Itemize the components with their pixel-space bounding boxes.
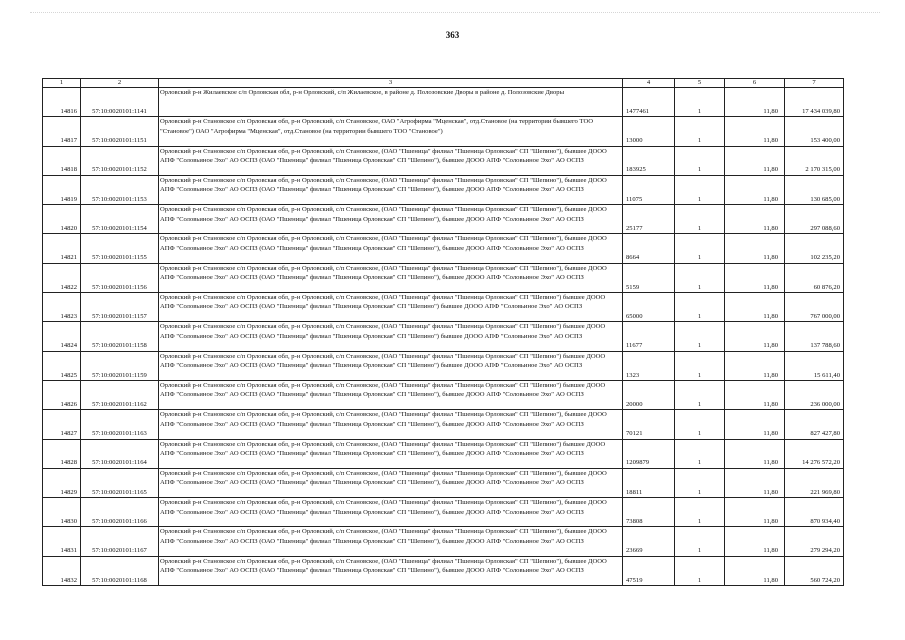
plot-area: 1477461 (623, 88, 675, 117)
cadastral-value: 279 294,20 (785, 527, 844, 556)
plot-count: 1 (675, 263, 725, 292)
plot-address: Орловский р-н Становское с/п Орловская обл, р-н Орловский, с/п Становское, (ОАО "Пшеница" филиал "Пшеница Орловская" СП "Шепино"), бывшее ДООО АПФ "Соловьиное Эхо" АО ОСПЗ (ОАО "Пшеница" филиал "Пшеница Орловская" СП "Шепино"), бывшее ДООО АПФ "Соловьиное Эхо" АО ОСПЗ (159, 498, 623, 527)
row-number: 14818 (43, 146, 81, 175)
row-number: 14825 (43, 351, 81, 380)
row-number: 14819 (43, 175, 81, 204)
cadastral-number: 57:10:0020101:1168 (81, 556, 159, 585)
plot-address: Орловский р-н Становское с/п Орловская обл, р-н Орловский, с/п Становское, (ОАО "Пшеница" филиал "Пшеница Орловская" СП "Шепино") бывшее ДООО АПФ "Соловьиное Эхо" АО ОСПЗ (ОАО "Пшеница" филиал "Пшеница Орловская" СП "Шепино") бывшее ДООО АПФ "Соловьиное Эхо" АО ОСПЗ (159, 322, 623, 351)
unit-price: 11,80 (725, 175, 785, 204)
table-row (43, 146, 844, 175)
row-number: 14831 (43, 527, 81, 556)
cadastral-number: 57:10:0020101:1152 (81, 146, 159, 175)
plot-address: Орловский р-н Становское с/п Орловская обл, р-н Орловский, с/п Становское, (ОАО "Пшеница" филиал "Пшеница Орловская" СП "Шепино"), бывшее ДООО АПФ "Соловьиное Эхо" АО ОСПЗ (ОАО "Пшеница" филиал "Пшеница Орловская" СП "Шепино"), бывшее ДООО АПФ "Соловьиное Эхо" АО ОСПЗ (159, 263, 623, 292)
cadastral-value: 153 400,00 (785, 117, 844, 146)
plot-area: 20000 (623, 380, 675, 409)
unit-price: 11,80 (725, 468, 785, 497)
table-row (43, 556, 844, 585)
column-number-row (43, 79, 844, 88)
column-header: 3 (159, 79, 623, 88)
table-row (43, 117, 844, 146)
row-number: 14829 (43, 468, 81, 497)
plot-area: 1323 (623, 351, 675, 380)
row-number: 14821 (43, 234, 81, 263)
plot-area: 47519 (623, 556, 675, 585)
plot-area: 5159 (623, 263, 675, 292)
unit-price: 11,80 (725, 322, 785, 351)
cadastral-value: 15 611,40 (785, 351, 844, 380)
table-row (43, 234, 844, 263)
row-number: 14824 (43, 322, 81, 351)
plot-area: 183925 (623, 146, 675, 175)
plot-address: Орловский р-н Становское с/п Орловская обл, р-н Орловский, с/п Становское, (ОАО "Пшеница" филиал "Пшеница Орловская" СП "Шепино"), бывшее ДООО АПФ "Соловьиное Эхо" АО ОСПЗ (ОАО "Пшеница" филиал "Пшеница Орловская" СП "Шепино"), бывшее ДООО АПФ "Соловьиное Эхо" АО ОСПЗ (159, 175, 623, 204)
plot-address: Орловский р-н Становское с/п Орловская обл, р-н Орловский, с/п Становское, (ОАО "Пшеница" филиал "Пшеница Орловская" СП "Шепино") бывшее ДООО АПФ "Соловьиное Эхо" АО ОСПЗ (ОАО "Пшеница" филиал "Пшеница Орловская" СП "Шепино"), бывшее ДООО АПФ "Соловьиное Эхо" АО ОСПЗ (159, 439, 623, 468)
scan-artifact (30, 12, 880, 19)
cadastral-number: 57:10:0020101:1166 (81, 498, 159, 527)
table-row (43, 410, 844, 439)
cadastral-number: 57:10:0020101:1163 (81, 410, 159, 439)
cadastral-value: 14 276 572,20 (785, 439, 844, 468)
plot-address: Орловский р-н Становское с/п Орловская обл, р-н Орловский, с/п Становское, ОАО "Агрофирма "Мценская", отд.Становое (на территории бывшего ТОО "Становое") ОАО "Агрофирма "Мценская", отд.Становое (на территории бывшего ТОО "Становое") (159, 117, 623, 146)
cadastral-number: 57:10:0020101:1157 (81, 293, 159, 322)
cadastral-value: 870 934,40 (785, 498, 844, 527)
cadastral-value: 102 235,20 (785, 234, 844, 263)
cadastral-number: 57:10:0020101:1164 (81, 439, 159, 468)
plot-address: Орловский р-н Становское с/п Орловская обл, р-н Орловский, с/п Становское, (ОАО "Пшеница" филиал "Пшеница Орловская" СП "Шепино"), бывшее ДООО АПФ "Соловьиное Эхо" АО ОСПЗ (ОАО "Пшеница" филиал "Пшеница Орловская" СП "Шепино"), бывшее ДООО АПФ "Соловьиное Эхо" АО ОСПЗ (159, 205, 623, 234)
cadastral-number: 57:10:0020101:1162 (81, 380, 159, 409)
plot-area: 13000 (623, 117, 675, 146)
plot-count: 1 (675, 293, 725, 322)
plot-count: 1 (675, 498, 725, 527)
plot-area: 23669 (623, 527, 675, 556)
unit-price: 11,80 (725, 293, 785, 322)
cadastral-number: 57:10:0020101:1151 (81, 117, 159, 146)
row-number: 14822 (43, 263, 81, 292)
cadastral-value: 827 427,80 (785, 410, 844, 439)
unit-price: 11,80 (725, 439, 785, 468)
plot-count: 1 (675, 439, 725, 468)
cadastral-value: 236 000,00 (785, 380, 844, 409)
plot-address: Орловский р-н Становское с/п Орловская обл, р-н Орловский, с/п Становское, (ОАО "Пшеница" филиал "Пшеница Орловская" СП "Шепино"), бывшее ДООО АПФ "Соловьиное Эхо" АО ОСПЗ (ОАО "Пшеница" филиал "Пшеница Орловская" СП "Шепино"), бывшее ДООО АПФ "Соловьиное Эхо" АО ОСПЗ (159, 410, 623, 439)
cadastral-value: 2 170 315,00 (785, 146, 844, 175)
column-header: 4 (623, 79, 675, 88)
table-row (43, 175, 844, 204)
unit-price: 11,80 (725, 527, 785, 556)
table-row (43, 380, 844, 409)
plot-count: 1 (675, 322, 725, 351)
row-number: 14832 (43, 556, 81, 585)
unit-price: 11,80 (725, 117, 785, 146)
plot-count: 1 (675, 234, 725, 263)
plot-count: 1 (675, 205, 725, 234)
row-number: 14830 (43, 498, 81, 527)
unit-price: 11,80 (725, 351, 785, 380)
cadastral-number: 57:10:0020101:1165 (81, 468, 159, 497)
cadastral-value: 297 088,60 (785, 205, 844, 234)
cadastral-number: 57:10:0020101:1155 (81, 234, 159, 263)
unit-price: 11,80 (725, 205, 785, 234)
plot-count: 1 (675, 351, 725, 380)
column-header: 2 (81, 79, 159, 88)
row-number: 14827 (43, 410, 81, 439)
plot-count: 1 (675, 556, 725, 585)
plot-count: 1 (675, 380, 725, 409)
row-number: 14826 (43, 380, 81, 409)
row-number: 14816 (43, 88, 81, 117)
plot-count: 1 (675, 146, 725, 175)
row-number: 14817 (43, 117, 81, 146)
cadastral-value: 60 876,20 (785, 263, 844, 292)
table-row (43, 322, 844, 351)
row-number: 14823 (43, 293, 81, 322)
plot-area: 73808 (623, 498, 675, 527)
cadastral-value: 767 000,00 (785, 293, 844, 322)
plot-count: 1 (675, 410, 725, 439)
table-row (43, 293, 844, 322)
plot-count: 1 (675, 468, 725, 497)
plot-address: Орловский р-н Становское с/п Орловская обл, р-н Орловский, с/п Становское, (ОАО "Пшеница" филиал "Пшеница Орловская" СП "Шепино"), бывшее ДООО АПФ "Соловьиное Эхо" АО ОСПЗ (ОАО "Пшеница" филиал "Пшеница Орловская" СП "Шепино"), бывшее ДООО АПФ "Соловьиное Эхо" АО ОСПЗ (159, 556, 623, 585)
table-row (43, 88, 844, 117)
cadastral-value: 560 724,20 (785, 556, 844, 585)
cadastral-value: 17 434 039,80 (785, 88, 844, 117)
unit-price: 11,80 (725, 146, 785, 175)
cadastral-value: 137 788,60 (785, 322, 844, 351)
plot-area: 65000 (623, 293, 675, 322)
plot-address: Орловский р-н Становское с/п Орловская обл, р-н Орловский, с/п Становское, (ОАО "Пшеница" филиал "Пшеница Орловская" СП "Шепино"), бывшее ДООО АПФ "Соловьиное Эхо" АО ОСПЗ (ОАО "Пшеница" филиал "Пшеница Орловская" СП "Шепино"), бывшее ДООО АПФ "Соловьиное Эхо" АО ОСПЗ (159, 527, 623, 556)
plot-count: 1 (675, 175, 725, 204)
unit-price: 11,80 (725, 556, 785, 585)
plot-area: 8664 (623, 234, 675, 263)
unit-price: 11,80 (725, 410, 785, 439)
plot-address: Орловский р-н Становское с/п Орловская обл, р-н Орловский, с/п Становское, (ОАО "Пшеница" филиал "Пшеница Орловская" СП "Шепино") бывшее ДООО АПФ "Соловьиное Эхо" АО ОСПЗ (ОАО "Пшеница" филиал "Пшеница Орловская" СП "Шепино") бывшее ДООО АПФ "Соловьиное Эхо" АО ОСПЗ (159, 293, 623, 322)
plot-address: Орловский р-н Становское с/п Орловская обл, р-н Орловский, с/п Становское, (ОАО "Пшеница" филиал "Пшеница Орловская" СП "Шепино"), бывшее ДООО АПФ "Соловьиное Эхо" АО ОСПЗ (ОАО "Пшеница" филиал "Пшеница Орловская" СП "Шепино"), бывшее ДООО АПФ "Соловьиное Эхо" АО ОСПЗ (159, 146, 623, 175)
column-header: 5 (675, 79, 725, 88)
table-row (43, 527, 844, 556)
cadastral-number: 57:10:0020101:1156 (81, 263, 159, 292)
plot-area: 70121 (623, 410, 675, 439)
page-number: 363 (445, 30, 460, 40)
unit-price: 11,80 (725, 380, 785, 409)
land-plots-table (42, 78, 844, 586)
column-header: 6 (725, 79, 785, 88)
cadastral-number: 57:10:0020101:1159 (81, 351, 159, 380)
table-row (43, 468, 844, 497)
cadastral-value: 130 685,00 (785, 175, 844, 204)
plot-address: Орловский р-н Становское с/п Орловская обл, р-н Орловский, с/п Становское, (ОАО "Пшеница" филиал "Пшеница Орловская" СП "Шепино") бывшее ДООО АПФ "Соловьиное Эхо" АО ОСПЗ (ОАО "Пшеница" филиал "Пшеница Орловская" СП "Шепино") бывшее ДООО АПФ "Соловьиное Эхо" АО ОСПЗ (159, 351, 623, 380)
cadastral-number: 57:10:0020101:1141 (81, 88, 159, 117)
unit-price: 11,80 (725, 263, 785, 292)
cadastral-number: 57:10:0020101:1158 (81, 322, 159, 351)
plot-address: Орловский р-н Становское с/п Орловская обл, р-н Орловский, с/п Становское, (ОАО "Пшеница" филиал "Пшеница Орловская" СП "Шепино"), бывшее ДООО АПФ "Соловьиное Эхо" АО ОСПЗ (ОАО "Пшеница" филиал "Пшеница Орловская" СП "Шепино"), бывшее ДООО АПФ "Соловьиное Эхо" АО ОСПЗ (159, 234, 623, 263)
unit-price: 11,80 (725, 88, 785, 117)
plot-address: Орловский р-н Жилаевское с/п Орловская обл, р-н Орловский, с/п Жилаевское, в районе д. Полозовские Дворы в районе д. Полозовские Дворы (159, 88, 623, 117)
plot-area: 18811 (623, 468, 675, 497)
plot-area: 11677 (623, 322, 675, 351)
column-header: 1 (43, 79, 81, 88)
cadastral-value: 221 969,80 (785, 468, 844, 497)
table-row (43, 351, 844, 380)
table-row (43, 498, 844, 527)
table-row (43, 205, 844, 234)
unit-price: 11,80 (725, 498, 785, 527)
plot-count: 1 (675, 88, 725, 117)
plot-address: Орловский р-н Становское с/п Орловская обл, р-н Орловский, с/п Становское, (ОАО "Пшеница" филиал "Пшеница Орловская" СП "Шепино") бывшее ДООО АПФ "Соловьиное Эхо" АО ОСПЗ (ОАО "Пшеница" филиал "Пшеница Орловская" СП "Шепино"), бывшее ДООО АПФ "Соловьиное Эхо" АО ОСПЗ (159, 380, 623, 409)
table-row (43, 263, 844, 292)
plot-count: 1 (675, 117, 725, 146)
plot-address: Орловский р-н Становское с/п Орловская обл, р-н Орловский, с/п Становское, (ОАО "Пшеница" филиал "Пшеница Орловская" СП "Шепино"), бывшее ДООО АПФ "Соловьиное Эхо" АО ОСПЗ (ОАО "Пшеница" филиал "Пшеница Орловская" СП "Шепино"), бывшее ДООО АПФ "Соловьиное Эхо" АО ОСПЗ (159, 468, 623, 497)
plot-area: 1209879 (623, 439, 675, 468)
table-row (43, 439, 844, 468)
row-number: 14820 (43, 205, 81, 234)
cadastral-number: 57:10:0020101:1154 (81, 205, 159, 234)
column-header: 7 (785, 79, 844, 88)
row-number: 14828 (43, 439, 81, 468)
cadastral-number: 57:10:0020101:1167 (81, 527, 159, 556)
cadastral-number: 57:10:0020101:1153 (81, 175, 159, 204)
plot-area: 11075 (623, 175, 675, 204)
plot-count: 1 (675, 527, 725, 556)
plot-area: 25177 (623, 205, 675, 234)
unit-price: 11,80 (725, 234, 785, 263)
